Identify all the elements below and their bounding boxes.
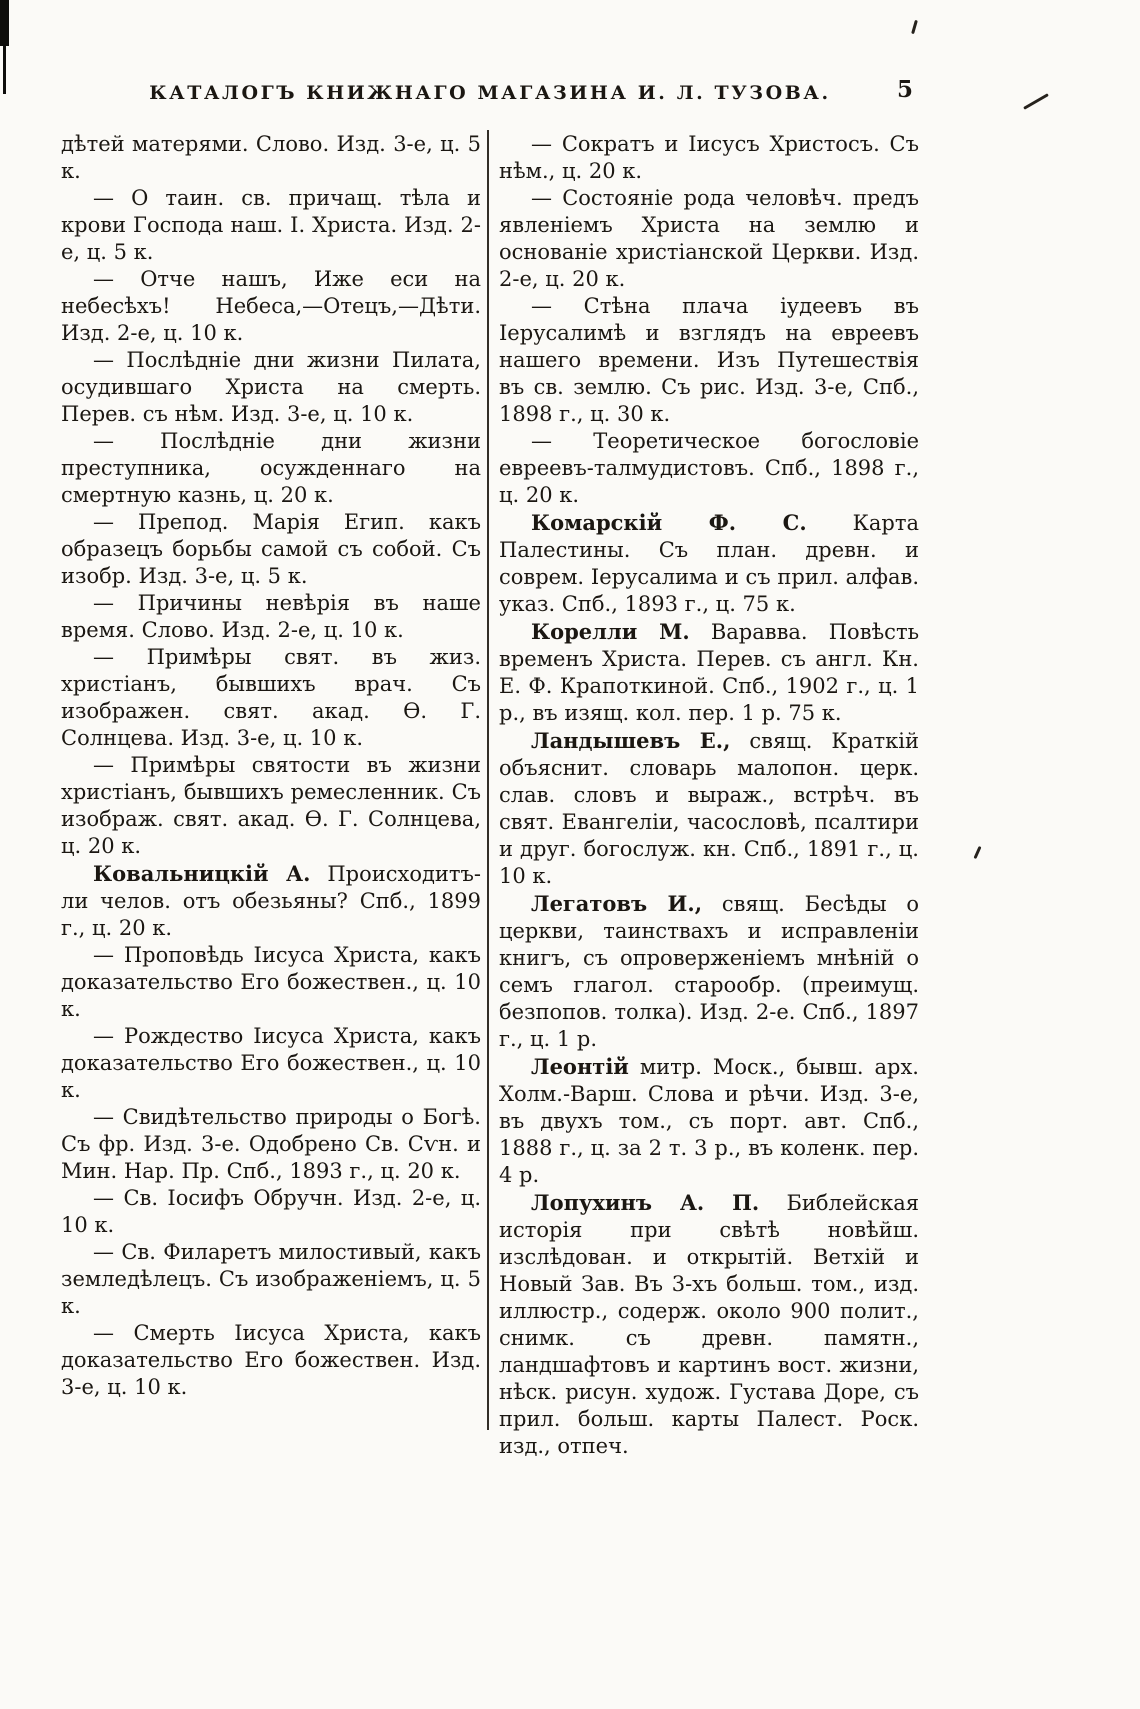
- catalog-entry: Лопухинъ А. П. Библейская исторія при свѣтѣ новѣйш. изслѣдован. и открытій. Ветхій и Новый Зав. Въ 3-хъ больш. том., изд. иллюстр., содерж. около 900 полит., снимк. съ древн. памятн., ландшафтовъ и картинъ вост. жизни, нѣск. рисун. худож. Густава Доре, съ прил. больш. карты Палест. Роск. изд., отпеч.: [499, 1190, 919, 1458]
- catalog-entry: — Примѣры свят. въ жиз. христіанъ, бывшихъ врач. Съ изображен. свят. акад. Ѳ. Г. Солнцева. Изд. 3-е, ц. 10 к.: [61, 645, 481, 750]
- catalog-entry: — О таин. св. причащ. тѣла и крови Господа наш. І. Христа. Изд. 2-е, ц. 5 к.: [61, 186, 481, 264]
- scan-mark-icon: [911, 20, 918, 34]
- catalog-entry: Легатовъ И., свящ. Бесѣды о церкви, таинствахъ и исправленіи книгъ, съ опроверженіемъ мнѣній о семъ глагол. старообр. (преимущ. безпопов. толка). Изд. 2-е. Спб., 1897 г., ц. 1 р.: [499, 891, 919, 1051]
- catalog-entry: — Отче нашъ, Иже еси на небесѣхъ! Небеса,—Отецъ,—Дѣти. Изд. 2-е, ц. 10 к.: [61, 267, 481, 345]
- author-name: Ландышевъ Е.,: [531, 728, 731, 753]
- catalog-entry: Ландышевъ Е., свящ. Краткій объяснит. словарь малопон. церк. слав. словъ и выраж., встрѣч. въ свят. Евангеліи, часословѣ, псалтири и друг. богослуж. кн. Спб., 1891 г., ц. 10 к.: [499, 728, 919, 888]
- author-name: Ковальницкій А.: [93, 861, 311, 886]
- catalog-entry: — Препод. Марія Егип. какъ образецъ борьбы самой съ собой. Съ изобр. Изд. 3-е, ц. 5 к.: [61, 510, 481, 588]
- catalog-entry: Корелли М. Варавва. Повѣсть временъ Христа. Перев. съ англ. Кн. Е. Ф. Крапоткиной. Спб., 1902 г., ц. 1 р., въ изящ. кол. пер. 1 р. 75 к.: [499, 619, 919, 725]
- catalog-entry: — Теоретическое богословіе евреевъ-талмудистовъ. Спб., 1898 г., ц. 20 к.: [499, 429, 919, 507]
- scan-mark-icon: [1023, 93, 1049, 110]
- catalog-entry: — Примѣры святости въ жизни христіанъ, бывшихъ ремесленник. Съ изображ. свят. акад. Ѳ. Г. Солнцева, ц. 20 к.: [61, 753, 481, 858]
- catalog-entry: — Проповѣдь Іисуса Христа, какъ доказательство Его божествен., ц. 10 к.: [61, 943, 481, 1021]
- catalog-entry: — Св. Филаретъ милостивый, какъ земледѣлецъ. Съ изображеніемъ, ц. 5 к.: [61, 1240, 481, 1318]
- scan-mark-icon: [973, 846, 981, 859]
- author-name: Леонтій: [531, 1054, 629, 1079]
- scan-edge-artifact: [0, 0, 9, 46]
- author-name: Легатовъ И.,: [531, 891, 703, 916]
- page-number: 5: [897, 76, 914, 103]
- catalog-entry: — Послѣдніе дни жизни Пилата, осудившаго Христа на смерть. Перев. съ нѣм. Изд. 3-е, ц. 10 к.: [61, 348, 481, 426]
- catalog-entry: Ковальницкій А. Происходитъ-ли челов. отъ обезьяны? Спб., 1899 г., ц. 20 к.: [61, 861, 481, 940]
- catalog-entry: Леонтій митр. Моск., бывш. арх. Холм.-Варш. Слова и рѣчи. Изд. 3-е, въ двухъ том., съ порт. авт. Спб., 1888 г., ц. за 2 т. 3 р., въ коленк. пер. 4 р.: [499, 1054, 919, 1187]
- author-name: Корелли М.: [531, 619, 690, 644]
- catalog-entry: — Рождество Іисуса Христа, какъ доказательство Его божествен., ц. 10 к.: [61, 1024, 481, 1102]
- column-divider-rule: [487, 130, 489, 1430]
- catalog-entry: — Сократъ и Іисусъ Христосъ. Съ нѣм., ц. 20 к.: [499, 132, 919, 183]
- catalog-entry: — Состояніе рода человѣч. предъ явленіемъ Христа на землю и основаніе христіанской Церкви. Изд. 2-е, ц. 20 к.: [499, 186, 919, 291]
- left-column: [61, 131, 481, 1401]
- catalog-entry: — Стѣна плача іудеевъ въ Іерусалимѣ и взглядъ на евреевъ нашего времени. Изъ Путешествія въ св. землю. Съ рис. Изд. 3-е, Спб., 1898 г., ц. 30 к.: [499, 294, 919, 426]
- catalog-entry: дѣтей матерями. Слово. Изд. 3-е, ц. 5 к.: [61, 132, 481, 183]
- page-header-title: КАТАЛОГЪ КНИЖНАГО МАГАЗИНА И. Л. ТУЗОВА.: [149, 82, 831, 104]
- catalog-entry: Комарскій Ф. С. Карта Палестины. Съ план. древн. и соврем. Іерусалима и съ прил. алфав. указ. Спб., 1893 г., ц. 75 к.: [499, 510, 919, 616]
- catalog-entry: — Смерть Іисуса Христа, какъ доказательство Его божествен. Изд. 3-е, ц. 10 к.: [61, 1321, 481, 1399]
- catalog-entry: — Причины невѣрія въ наше время. Слово. Изд. 2-е, ц. 10 к.: [61, 591, 481, 642]
- author-name: Лопухинъ А. П.: [531, 1190, 760, 1215]
- catalog-entry: — Свидѣтельство природы о Богѣ. Съ фр. Изд. 3-е. Одобрено Св. Сѵн. и Мин. Нар. Пр. Спб., 1893 г., ц. 20 к.: [61, 1105, 481, 1183]
- right-column: [499, 131, 919, 1460]
- author-name: Комарскій Ф. С.: [531, 510, 807, 535]
- catalog-entry: — Св. Іосифъ Обручн. Изд. 2-е, ц. 10 к.: [61, 1186, 481, 1237]
- catalog-entry: — Послѣдніе дни жизни преступника, осужденнаго на смертную казнь, ц. 20 к.: [61, 429, 481, 507]
